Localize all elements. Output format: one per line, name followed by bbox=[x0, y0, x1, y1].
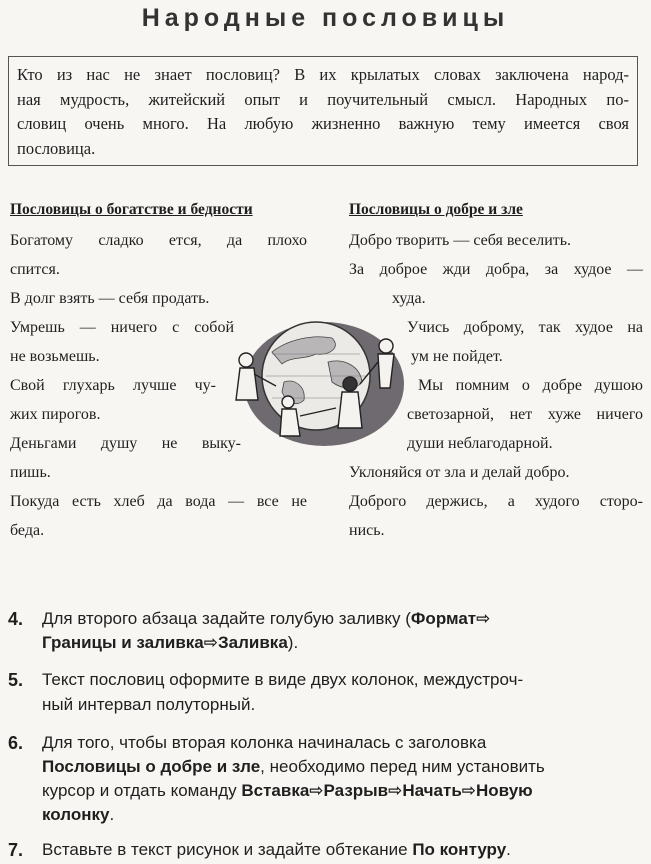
right-column-heading: Пословицы о добре и зле bbox=[349, 201, 523, 218]
left-proverb-line: спится. bbox=[10, 261, 60, 278]
left-column-heading: Пословицы о богатстве и бедности bbox=[10, 201, 253, 218]
task-command: По контуру bbox=[412, 840, 507, 859]
left-proverb-line: беда. bbox=[10, 522, 45, 539]
task-command: Границы и заливка⇨Заливка bbox=[42, 633, 288, 652]
task-7 bbox=[8, 840, 648, 864]
right-proverb-line: души неблагодарной. bbox=[407, 435, 553, 452]
task-6 bbox=[8, 733, 648, 833]
right-proverb-line: худа. bbox=[392, 290, 426, 307]
task-command: Формат⇨ bbox=[410, 609, 491, 628]
right-proverb-line: Учись доброму, так худое на bbox=[407, 319, 643, 336]
left-proverb-line: жих пирогов. bbox=[10, 406, 101, 423]
right-proverb-line: нись. bbox=[349, 522, 385, 539]
task-text: . bbox=[506, 840, 511, 859]
left-proverb-line: В долг взять — себя продать. bbox=[10, 290, 210, 307]
task-number: 5. bbox=[8, 670, 24, 690]
task-command: Вставка⇨Разрыв⇨Начать⇨Новую bbox=[241, 781, 533, 800]
task-text: ). bbox=[287, 633, 299, 652]
task-4 bbox=[8, 609, 648, 659]
task-text: , необходимо перед ним установить bbox=[260, 757, 545, 776]
right-proverb-line: Доброго держись, а худого сторо- bbox=[349, 493, 643, 510]
intro-line: ная мудрость, житейский опыт и поучительный смысл. Народных по- bbox=[17, 89, 629, 109]
task-command: Пословицы о добре и зле bbox=[42, 757, 261, 776]
task-command: колонку bbox=[42, 805, 110, 824]
left-proverb-line: пишь. bbox=[10, 464, 51, 481]
task-text: Вставьте в текст рисунок и задайте обтекание bbox=[42, 840, 413, 859]
task-text: курсор и отдать команду bbox=[42, 781, 242, 800]
task-text: Текст пословиц оформите в виде двух колонок, междустроч- bbox=[42, 670, 524, 689]
right-proverb-line: Добро творить — себя веселить. bbox=[349, 232, 572, 249]
task-number: 4. bbox=[8, 609, 24, 629]
left-proverb-line: Свой глухарь лучше чу- bbox=[10, 377, 216, 394]
left-proverb-line: Деньгами душу не выку- bbox=[10, 435, 241, 452]
intro-line: Кто из нас не знает пословиц? В их крылатых словах заключена народ- bbox=[17, 65, 629, 84]
task-text: ный интервал полуторный. bbox=[42, 695, 256, 714]
task-text: Для второго абзаца задайте голубую заливку ( bbox=[42, 609, 411, 628]
task-text: . bbox=[109, 805, 115, 824]
left-proverb-line: не возьмешь. bbox=[10, 348, 100, 365]
page-title: Народные пословицы bbox=[141, 4, 510, 32]
task-number: 6. bbox=[8, 733, 24, 753]
task-5 bbox=[8, 670, 648, 720]
left-proverb-line: Умрешь — ничего с собой bbox=[10, 319, 234, 336]
task-text: Для того, чтобы вторая колонка начиналась с заголовка bbox=[42, 733, 487, 752]
intro-paragraph-box bbox=[8, 56, 638, 166]
left-proverb-line: Покуда есть хлеб да вода — все не bbox=[10, 493, 307, 510]
right-proverb-line: светозарной, нет хуже ничего bbox=[407, 406, 643, 423]
right-proverb-line: За доброе жди добра, за худое — bbox=[349, 261, 643, 278]
left-proverb-line: Богатому сладко ется, да плохо bbox=[10, 232, 307, 249]
right-proverb-line: Уклоняйся от зла и делай добро. bbox=[349, 464, 570, 481]
task-number: 7. bbox=[8, 840, 24, 860]
globe-children-illustration bbox=[232, 312, 404, 452]
right-proverb-line: ум не пойдет. bbox=[411, 348, 503, 365]
intro-line: словиц очень много. На любую жизненно важную тему имеется своя bbox=[17, 114, 629, 133]
intro-line: пословица. bbox=[17, 138, 96, 158]
right-proverb-line: Мы помним о добре душою bbox=[418, 377, 643, 394]
